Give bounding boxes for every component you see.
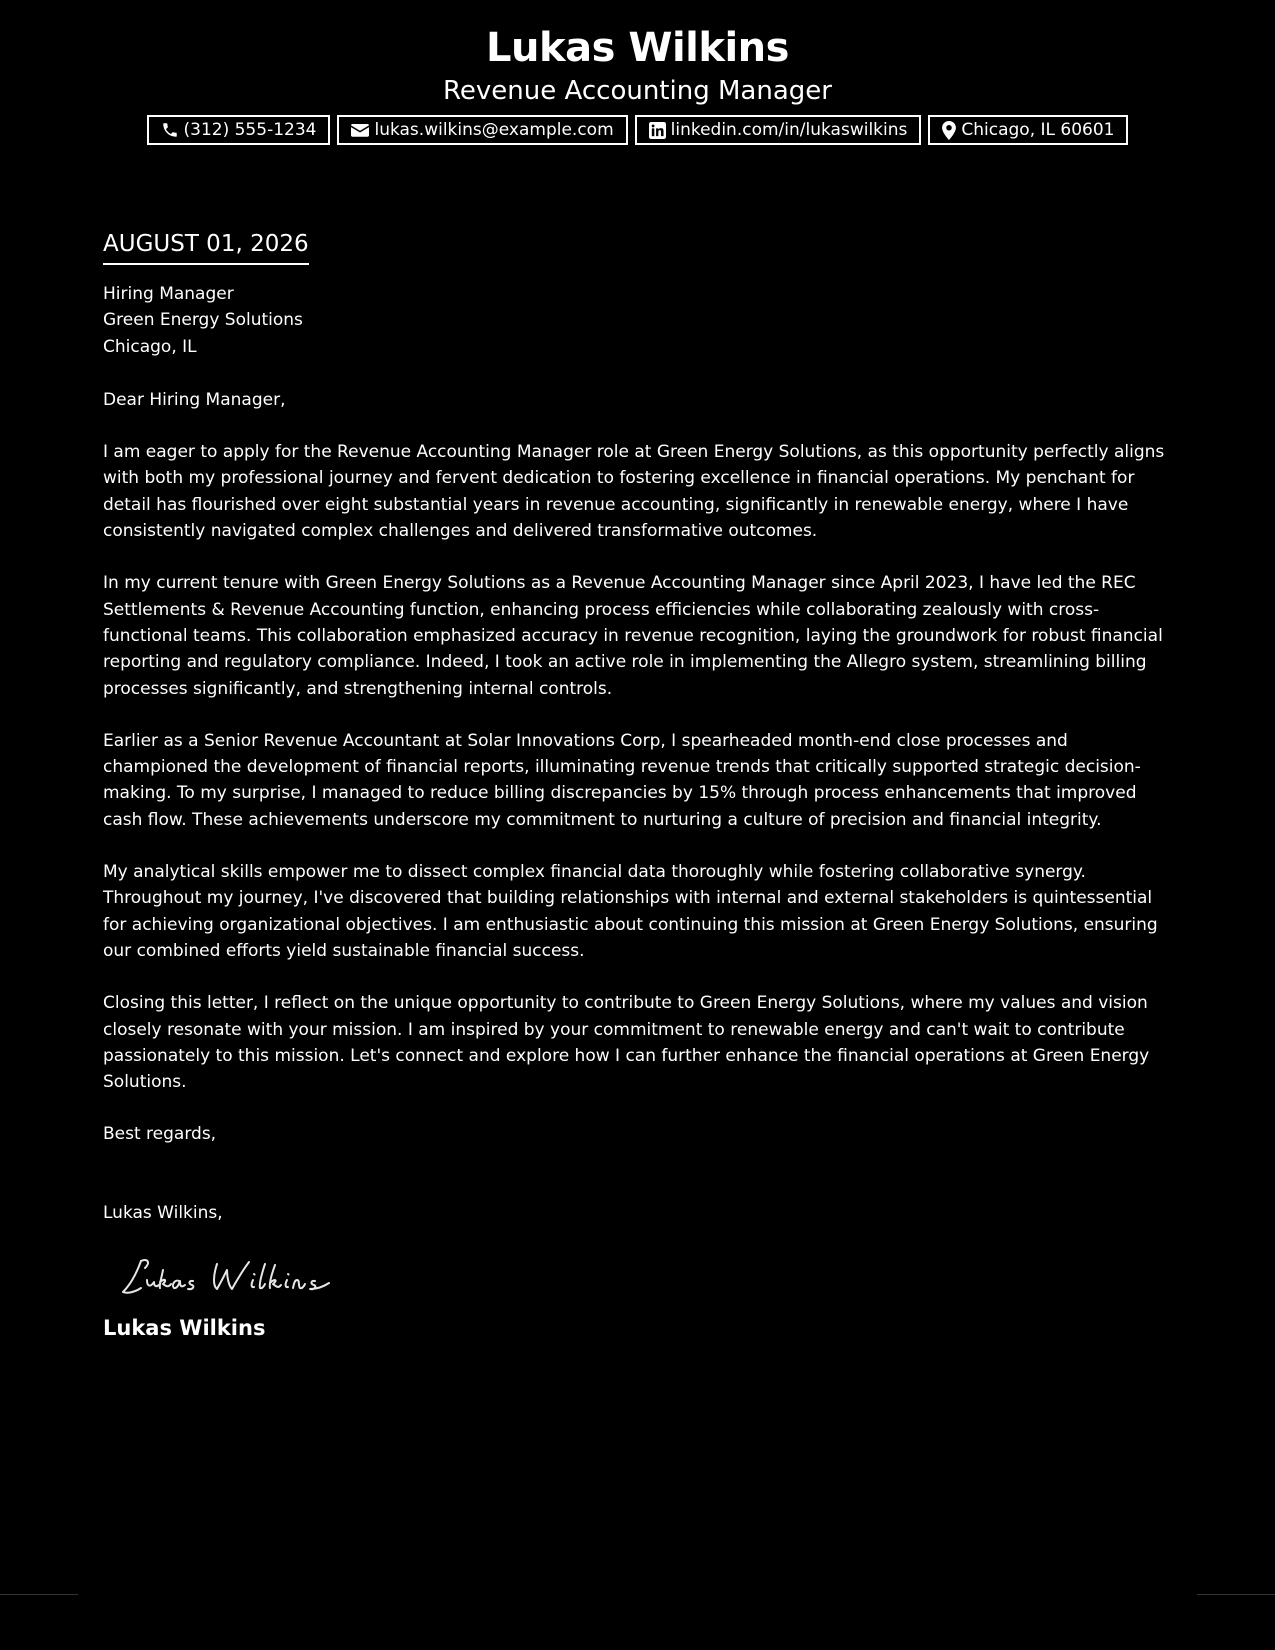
footer-divider-left xyxy=(0,1594,78,1595)
signoff-name: Lukas Wilkins, xyxy=(103,1202,223,1223)
phone-icon xyxy=(161,121,179,139)
linkedin-icon xyxy=(649,122,666,139)
closing: Best regards, xyxy=(103,1124,217,1145)
letter-paragraph: My analytical skills empower me to dissect complex financial data thoroughly while fostering collaborative synergy. Throughout my journey, I've discovered that building relationships with internal and external stakeholders is quintessential for achieving organizational objectives. I am enthusiastic about continuing this mission at Green Energy Solutions, ensuring our combined efforts yield sustainable financial success. xyxy=(103,862,1158,961)
envelope-icon xyxy=(351,122,369,138)
contact-bar xyxy=(0,115,1275,145)
letter-header xyxy=(0,22,1275,145)
letter-paragraph: In my current tenure with Green Energy Solutions as a Revenue Accounting Manager since April 2023, I have led the REC Settlements & Revenue Accounting function, enhancing process efficiencies while collaborating zealously with cross-functional teams. This collaboration emphasized accuracy in revenue recognition, laying the groundwork for robust financial reporting and regulatory compliance. Indeed, I took an active role in implementing the Allegro system, streamlining billing processes significantly, and strengthening internal controls. xyxy=(103,573,1163,699)
contact-email-text: lukas.wilkins@example.com xyxy=(374,120,614,140)
signed-name: Lukas Wilkins xyxy=(103,1316,266,1341)
footer-divider-right xyxy=(1197,1594,1275,1595)
contact-linkedin-text: linkedin.com/in/lukaswilkins xyxy=(670,120,908,140)
contact-phone-text: (312) 555-1234 xyxy=(183,120,317,140)
letter-paragraph: I am eager to apply for the Revenue Accounting Manager role at Green Energy Solutions, as this opportunity perfectly aligns with both my professional journey and fervent dedication to fostering excellence in financial operations. My penchant for detail has flourished over eight substantial years in revenue accounting, significantly in renewable energy, where I have consistently navigated complex challenges and delivered transformative outcomes. xyxy=(103,442,1165,542)
handwritten-signature xyxy=(117,1252,1178,1302)
recipient-line: Chicago, IL xyxy=(103,336,197,357)
letter-body xyxy=(103,228,1178,1342)
recipient-line: Green Energy Solutions xyxy=(103,310,303,331)
letter-paragraph: Earlier as a Senior Revenue Accountant at Solar Innovations Corp, I spearheaded month-end close processes and championed the development of financial reports, illuminating revenue trends that critically supported strategic decision-making. To my surprise, I managed to reduce billing discrepancies by 15% through process enhancements that improved cash flow. These achievements underscore my commitment to nurturing a culture of precision and financial integrity. xyxy=(103,730,1141,830)
contact-phone[interactable] xyxy=(147,115,331,145)
contact-location[interactable] xyxy=(928,115,1128,145)
recipient-line: Hiring Manager xyxy=(103,284,234,304)
letter-date: AUGUST 01, 2026 xyxy=(103,228,309,265)
applicant-title: Revenue Accounting Manager xyxy=(443,76,832,106)
contact-location-text: Chicago, IL 60601 xyxy=(961,120,1115,140)
applicant-name: Lukas Wilkins xyxy=(486,25,789,71)
salutation: Dear Hiring Manager, xyxy=(103,389,286,410)
recipient-block xyxy=(103,281,1178,360)
map-pin-icon xyxy=(942,121,956,140)
letter-paragraph: Closing this letter, I reflect on the unique opportunity to contribute to Green Energy Solutions, where my values and vision closely resonate with your mission. I am inspired by your commitment to renewable energy and can't wait to contribute passionately to this mission. Let's connect and explore how I can further enhance the financial operations at Green Energy Solutions. xyxy=(103,993,1150,1093)
contact-linkedin[interactable] xyxy=(635,115,922,145)
contact-email[interactable] xyxy=(337,115,627,145)
